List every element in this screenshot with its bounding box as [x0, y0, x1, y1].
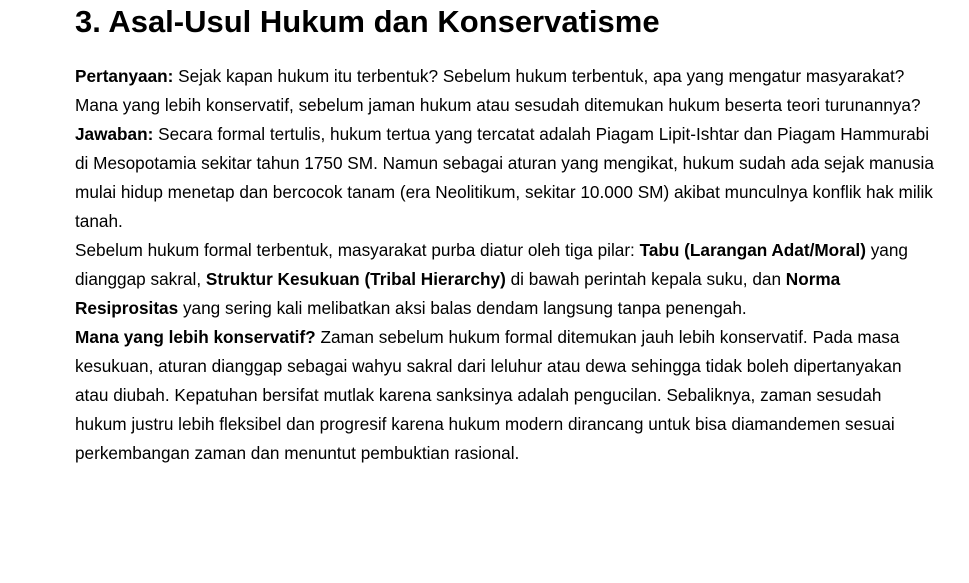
question-label: Pertanyaan: — [75, 66, 174, 86]
pillars-intro: Sebelum hukum formal terbentuk, masyarakat purba diatur oleh tiga pilar: — [75, 240, 640, 260]
answer-text: Secara formal tertulis, hukum tertua yang tercatat adalah Piagam Lipit-Ishtar dan Piagam Hammurabi di Mesopotamia sekitar tahun 1750 SM. Namun sebagai aturan yang mengikat, hukum sudah ada sejak manusia mulai hidup menetap dan bercocok tanam (era Neolitikum, sekitar 10.000 SM) akibat munculnya konflik hak milik tanah. — [75, 124, 934, 231]
pillars-paragraph — [75, 236, 935, 323]
question-text: Sejak kapan hukum itu terbentuk? Sebelum hukum terbentuk, apa yang mengatur masyarakat? Mana yang lebih konservatif, sebelum jaman hukum atau sesudah ditemukan hukum beserta teori turunannya? — [75, 66, 921, 115]
answer-label: Jawaban: — [75, 124, 154, 144]
pillar-taboo: Tabu (Larangan Adat/Moral) — [639, 240, 866, 260]
conservative-label: Mana yang lebih konservatif? — [75, 327, 316, 347]
pillar-tribal-structure: Struktur Kesukuan (Tribal Hierarchy) — [205, 269, 506, 289]
document-page — [75, 0, 935, 468]
answer-paragraph — [75, 120, 935, 236]
question-paragraph — [75, 62, 935, 120]
pillars-text-3: yang sering kali melibatkan aksi balas dendam langsung tanpa penengah. — [178, 298, 747, 318]
section-heading: 3. Asal-Usul Hukum dan Konservatisme — [75, 4, 660, 39]
pillar-reciprocity: Norma Resiprositas — [75, 269, 841, 318]
conservative-text: Zaman sebelum hukum formal ditemukan jauh lebih konservatif. Pada masa kesukuan, aturan dianggap sebagai wahyu sakral dari leluhur atau dewa sehingga tidak boleh dipertanyakan atau diubah. Kepatuhan bersifat mutlak karena sanksinya adalah pengucilan. Sebaliknya, zaman sesudah hukum justru lebih fleksibel dan progresif karena hukum modern dirancang untuk bisa diamandemen sesuai perkembangan zaman dan menuntut pembuktian rasional. — [75, 327, 902, 463]
conservative-paragraph — [75, 323, 935, 468]
pillars-text-2: di bawah perintah kepala suku, dan — [505, 269, 786, 289]
pillars-text-1: yang dianggap sakral, — [75, 240, 908, 289]
